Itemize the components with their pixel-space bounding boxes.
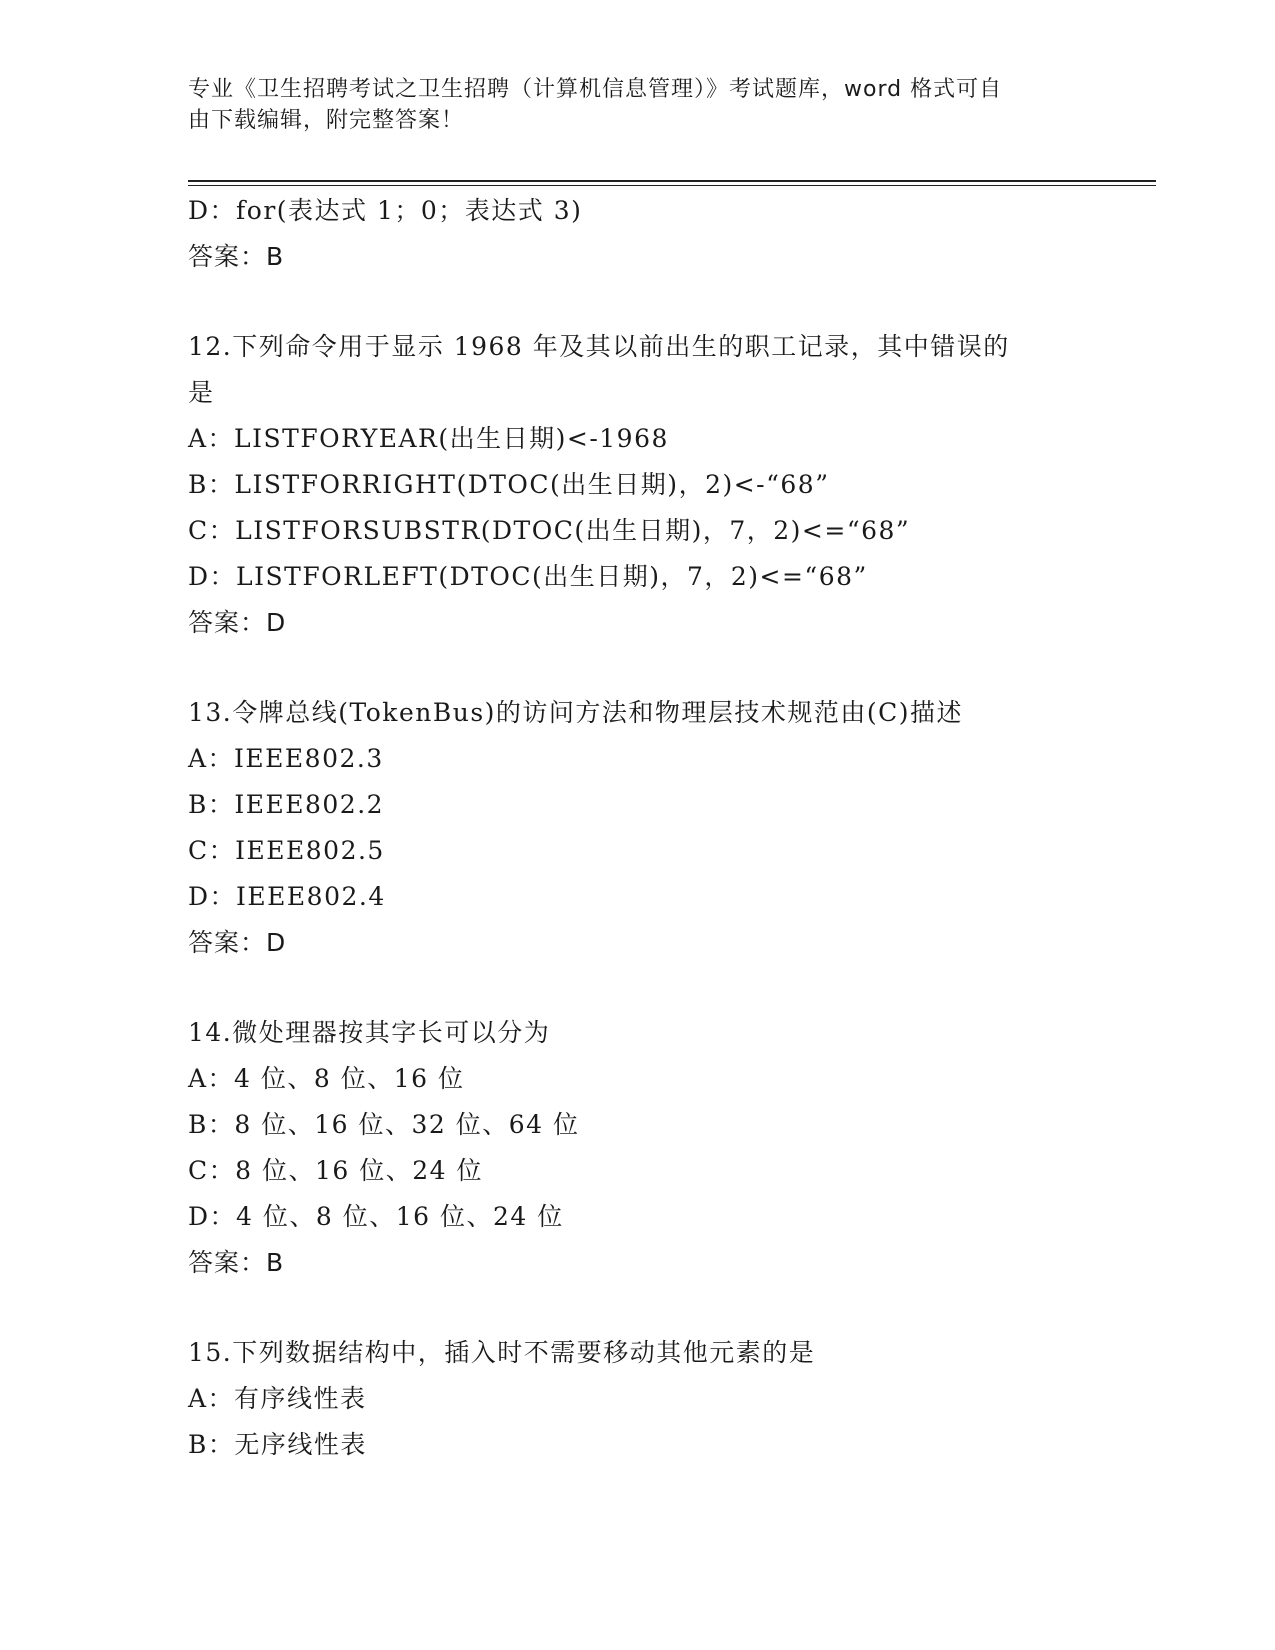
- option-d: D：for(表达式 1；0；表达式 3): [188, 196, 583, 225]
- option-a: A：有序线性表: [188, 1384, 367, 1413]
- header-divider-thin: [188, 185, 1156, 186]
- question-13: [188, 690, 1068, 966]
- option-a: A：LISTFORYEAR(出生日期)<-1968: [188, 424, 669, 453]
- option-a: A：4 位、8 位、16 位: [188, 1064, 465, 1093]
- spacer: [188, 280, 1068, 324]
- answer: 答案：B: [188, 1248, 285, 1277]
- question-stem: 12.下列命令用于显示 1968 年及其以前出生的职工记录，其中错误的: [188, 332, 1010, 361]
- header-line-2: 由下载编辑，附完整答案！: [188, 108, 465, 133]
- option-b: B：IEEE802.2: [188, 790, 385, 819]
- question-stem: 13.令牌总线(TokenBus)的访问方法和物理层技术规范由(C)描述: [188, 698, 964, 727]
- question-stem: 15.下列数据结构中，插入时不需要移动其他元素的是: [188, 1338, 816, 1367]
- question-15: [188, 1330, 1068, 1468]
- document-header: [188, 74, 1068, 136]
- header-divider-thick: [188, 180, 1156, 182]
- question-12: [188, 324, 1068, 646]
- spacer: [188, 1286, 1068, 1330]
- option-b: B：LISTFORRIGHT(DTOC(出生日期)，2)<-“68”: [188, 470, 830, 499]
- question-stem-continued: 是: [188, 378, 215, 407]
- spacer: [188, 646, 1068, 690]
- option-a: A：IEEE802.3: [188, 744, 384, 773]
- option-c: C：LISTFORSUBSTR(DTOC(出生日期)，7，2)<=“68”: [188, 516, 911, 545]
- answer: 答案：D: [188, 928, 287, 957]
- option-d: D：IEEE802.4: [188, 882, 386, 911]
- answer: 答案：B: [188, 242, 285, 271]
- option-b: B：8 位、16 位、32 位、64 位: [188, 1110, 580, 1139]
- header-line-1: 专业《卫生招聘考试之卫生招聘（计算机信息管理）》考试题库，word 格式可自: [188, 77, 1003, 102]
- option-b: B：无序线性表: [188, 1430, 367, 1459]
- question-list: [188, 188, 1068, 1468]
- spacer: [188, 966, 1068, 1010]
- option-d: D：LISTFORLEFT(DTOC(出生日期)，7，2)<=“68”: [188, 562, 868, 591]
- option-c: C：IEEE802.5: [188, 836, 385, 865]
- option-d: D：4 位、8 位、16 位、24 位: [188, 1202, 564, 1231]
- question-14: [188, 1010, 1068, 1286]
- question-stem: 14.微处理器按其字长可以分为: [188, 1018, 551, 1047]
- option-c: C：8 位、16 位、24 位: [188, 1156, 483, 1185]
- question-11-tail: [188, 188, 1068, 280]
- answer: 答案：D: [188, 608, 287, 637]
